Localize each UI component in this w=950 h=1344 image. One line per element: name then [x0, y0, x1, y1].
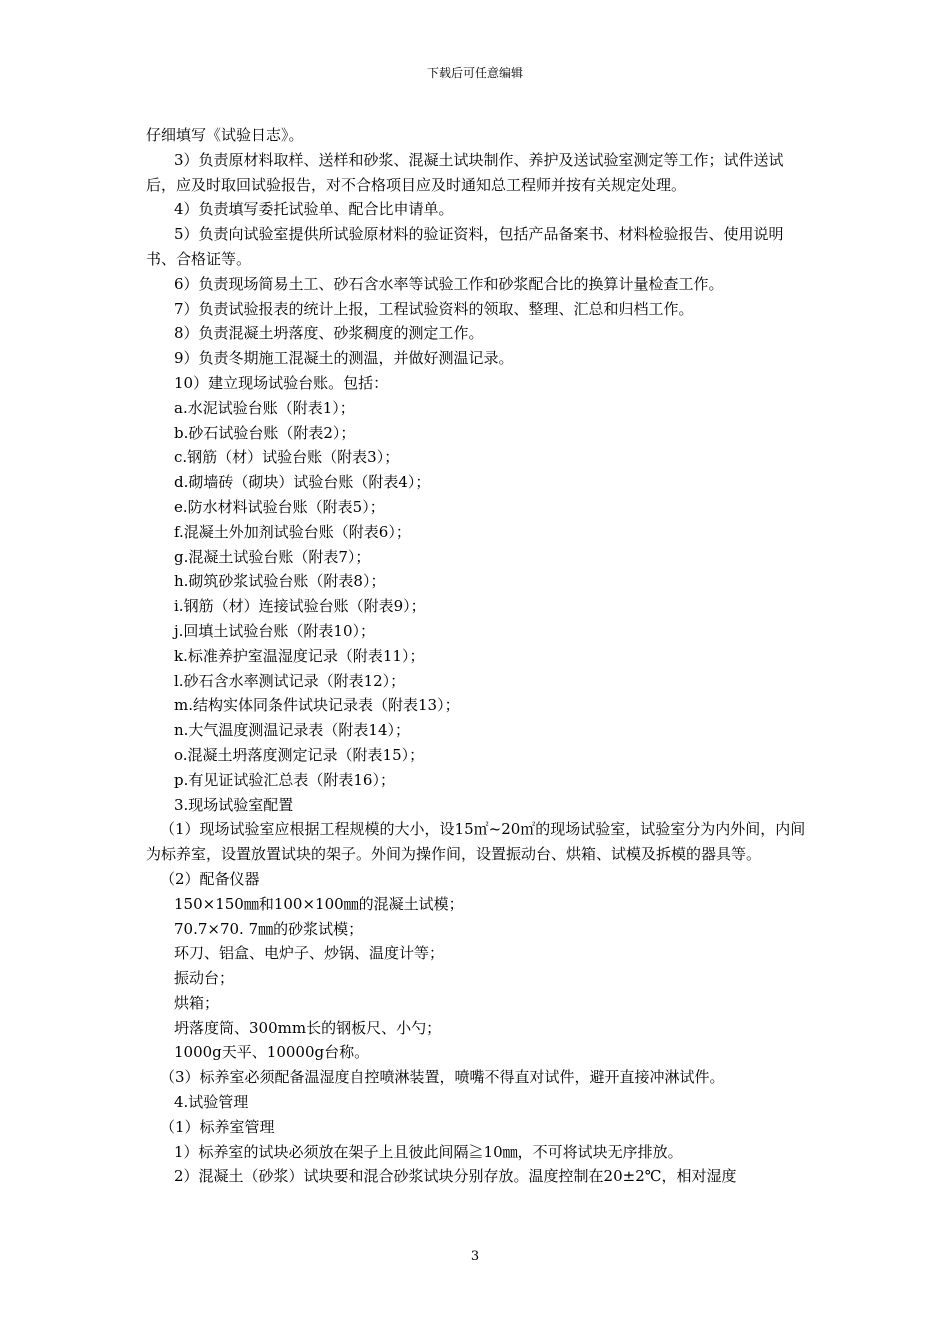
page-number: 3	[470, 1249, 480, 1264]
paragraph-line: m.结构实体同条件试块记录表（附表13）；	[174, 696, 460, 715]
paragraph-line: k.标准养护室温湿度记录（附表11）；	[174, 646, 425, 665]
paragraph-line: l.砂石含水率测试记录（附表12）；	[174, 671, 406, 690]
paragraph-line: 环刀、铝盒、电炉子、炒锅、温度计等；	[174, 944, 445, 963]
paragraph-line: p.有见证试验汇总表（附表16）；	[174, 770, 395, 789]
paragraph-line: 150×150㎜和100×100㎜的混凝土试模；	[174, 894, 464, 913]
paragraph-line: d.砌墙砖（砌块）试验台账（附表4）；	[174, 473, 431, 492]
paragraph-line: 3.现场试验室配置	[174, 795, 294, 814]
paragraph-line: h.砌筑砂浆试验台账（附表8）；	[174, 572, 386, 591]
paragraph-line: o.混凝土坍落度测定记录（附表15）；	[174, 745, 425, 764]
paragraph-line: 振动台；	[174, 969, 235, 988]
paragraph-line: g.混凝土试验台账（附表7）；	[174, 547, 371, 566]
paragraph-line: n.大气温度测温记录表（附表14）；	[174, 721, 411, 740]
document-body	[146, 123, 810, 1189]
paragraph-line: 6）负责现场简易土工、砂石含水率等试验工作和砂浆配合比的换算计量检查工作。	[174, 274, 724, 293]
paragraph-line: i.钢筋（材）连接试验台账（附表9）；	[174, 597, 426, 616]
paragraph-line: （1）标养室管理	[160, 1117, 275, 1136]
paragraph-line: b.砂石试验台账（附表2）；	[174, 423, 356, 442]
paragraph-line: j.回填土试验台账（附表10）；	[174, 621, 376, 640]
paragraph-line: 7）负责试验报表的统计上报，工程试验资料的领取、整理、汇总和归档工作。	[174, 299, 694, 318]
page-header: 下载后可任意编辑	[426, 66, 523, 80]
paragraph-line: 9）负责冬期施工混凝土的测温，并做好测温记录。	[174, 349, 514, 368]
paragraph-line: （2）配备仪器	[160, 869, 260, 888]
paragraph-line: 2）混凝土（砂浆）试块要和混合砂浆试块分别存放。温度控制在20±2℃，相对湿度	[174, 1167, 737, 1186]
paragraph-line: a.水泥试验台账（附表1）；	[174, 398, 355, 417]
paragraph-line: 仔细填写《试验日志》。	[146, 126, 304, 144]
paragraph-line: e.防水材料试验台账（附表5）；	[174, 497, 385, 516]
paragraph-line: 坍落度筒、300mm长的钢板尺、小勺；	[174, 1018, 442, 1037]
paragraph-line: 10）建立现场试验台账。包括：	[174, 373, 389, 392]
paragraph-line: 3）负责原材料取样、送样和砂浆、混凝土试块制作、养护及送试验室测定等工作；试件送试后，应及时取回试验报告，对不合格项目应及时通知总工程师并按有关规定处理。	[146, 150, 784, 194]
paragraph-line: 1000g天平、10000g台称。	[174, 1043, 370, 1062]
paragraph-line: 烘箱；	[174, 993, 220, 1012]
paragraph-line: 1）标养室的试块必须放在架子上且彼此间隔≧10㎜，不可将试块无序排放。	[174, 1142, 683, 1161]
paragraph-line: c.钢筋（材）试验台账（附表3）；	[174, 448, 400, 467]
paragraph-line: 70.7×70. 7㎜的砂浆试模；	[174, 919, 364, 938]
paragraph-line: 4.试验管理	[174, 1093, 249, 1112]
paragraph-line: （3）标养室必须配备温湿度自控喷淋装置，喷嘴不得直对试件，避开直接冲淋试件。	[160, 1068, 725, 1087]
paragraph-line: （1）现场试验室应根据工程规模的大小，设15㎡~20㎡的现场试验室，试验室分为内外间，内间为标养室，设置放置试块的架子。外间为操作间，设置振动台、烘箱、试模及拆模的器具等。	[146, 820, 806, 864]
paragraph-line: 4）负责填写委托试验单、配合比申请单。	[174, 200, 454, 219]
paragraph-line: 5）负责向试验室提供所试验原材料的验证资料，包括产品备案书、材料检验报告、使用说明书、合格证等。	[146, 225, 784, 268]
paragraph-line: f.混凝土外加剂试验台账（附表6）；	[174, 522, 411, 541]
paragraph-line: 8）负责混凝土坍落度、砂浆稠度的测定工作。	[174, 324, 484, 343]
